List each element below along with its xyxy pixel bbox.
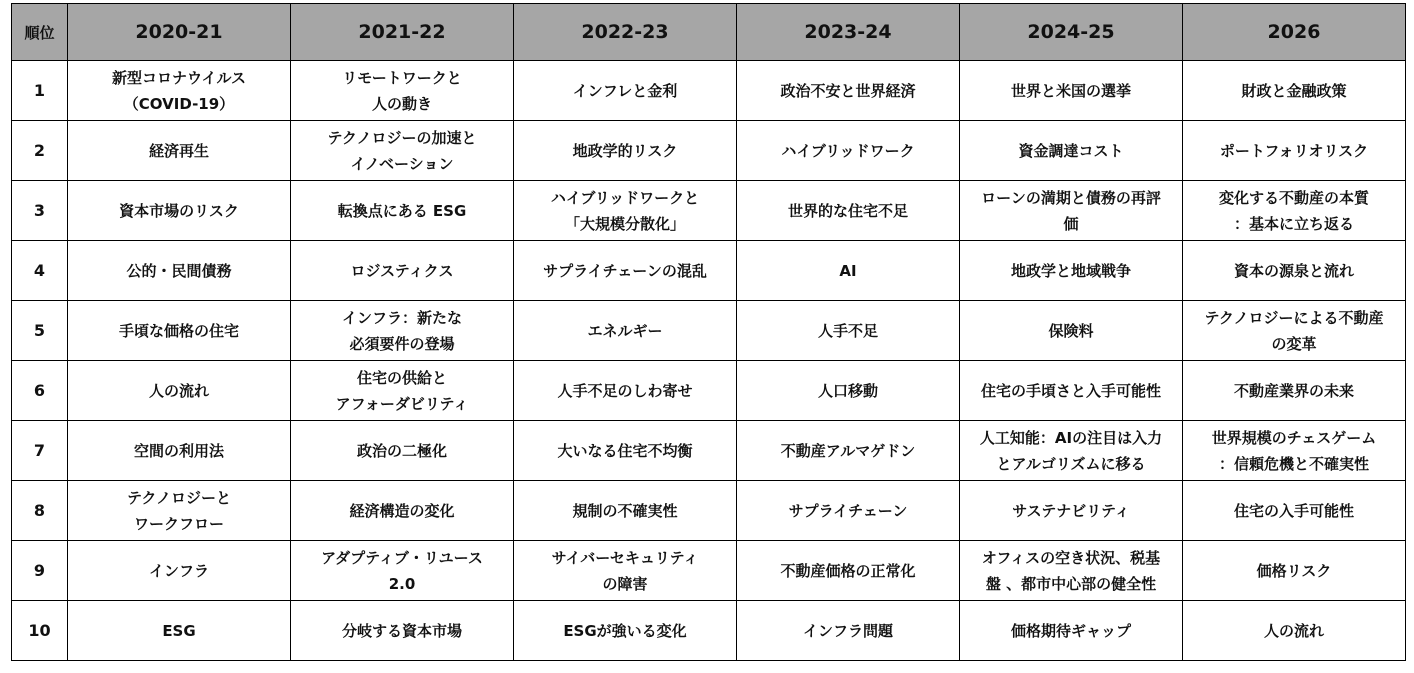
table-row: [12, 601, 1406, 661]
rank-cell: [12, 421, 68, 481]
topic-cell: [291, 61, 514, 121]
topic-cell: [68, 61, 291, 121]
table-row: [12, 541, 1406, 601]
rank-cell: [12, 301, 68, 361]
topic-cell: [737, 241, 960, 301]
topic-text: ハイブリッドワークと 「大規模分散化」: [550, 188, 700, 233]
topic-text: 不動産アルマゲドン: [780, 441, 916, 460]
rank-number: 4: [33, 260, 46, 280]
topic-cell: [514, 421, 737, 481]
topic-text: 世界と米国の選挙: [1010, 81, 1131, 100]
topic-cell: [737, 181, 960, 241]
topic-cell: [514, 181, 737, 241]
topic-text: 政治不安と世界経済: [780, 81, 916, 100]
topic-text: 価格期待ギャップ: [1010, 621, 1131, 640]
topic-cell: [68, 121, 291, 181]
topic-text: 分岐する資本市場: [341, 621, 462, 640]
topic-cell: [1183, 241, 1406, 301]
rank-cell: [12, 121, 68, 181]
topic-text: 価格リスク: [1256, 561, 1332, 580]
topic-cell: [291, 241, 514, 301]
topic-text: 人の流れ: [1263, 621, 1324, 640]
topic-text: 世界規模のチェスゲーム ：信頼危機と不確実性: [1211, 428, 1377, 473]
topic-text: 財政と金融政策: [1241, 81, 1347, 100]
column-header-year: 2022-23: [514, 4, 737, 61]
topic-text: 新型コロナウイルス （COVID-19）: [111, 68, 247, 113]
rank-number: 2: [33, 140, 46, 160]
topic-cell: [514, 301, 737, 361]
topic-cell: [291, 541, 514, 601]
topic-cell: [960, 301, 1183, 361]
table-row: [12, 421, 1406, 481]
topic-text: インフラ問題: [802, 621, 893, 640]
header-row: [12, 4, 1406, 61]
topic-cell: [291, 601, 514, 661]
table-row: [12, 121, 1406, 181]
rank-number: 1: [33, 80, 46, 100]
topic-cell: [291, 301, 514, 361]
topic-cell: [737, 121, 960, 181]
topic-text: 住宅の供給と アフォーダビリティ: [335, 368, 469, 413]
rank-number: 9: [33, 560, 46, 580]
topic-text: サイバーセキュリティ の障害: [551, 548, 699, 593]
table-row: [12, 361, 1406, 421]
topic-text: インフラ：新たな 必須要件の登場: [341, 308, 462, 353]
table-row: [12, 481, 1406, 541]
topic-cell: [737, 541, 960, 601]
topic-cell: [960, 481, 1183, 541]
topic-cell: [1183, 541, 1406, 601]
topic-cell: [514, 241, 737, 301]
topic-text: テクノロジーと ワークフロー: [126, 488, 232, 533]
topic-text: サプライチェーンの混乱: [543, 261, 707, 280]
topic-cell: [737, 601, 960, 661]
topic-text: 不動産業界の未来: [1233, 381, 1354, 400]
topic-cell: [1183, 481, 1406, 541]
table-body: [12, 61, 1406, 661]
rank-number: 7: [33, 440, 46, 460]
table-row: [12, 301, 1406, 361]
topic-cell: [960, 61, 1183, 121]
topic-text: テクノロジーの加速と イノベーション: [327, 128, 477, 173]
topic-cell: [960, 241, 1183, 301]
topic-text: 人手不足のしわ寄せ: [557, 381, 693, 400]
topic-text: AI: [839, 261, 857, 280]
topic-text: 地政学的リスク: [572, 141, 678, 160]
column-header-year: 2023-24: [737, 4, 960, 61]
topic-cell: [291, 181, 514, 241]
topic-text: ESG: [162, 621, 196, 640]
topic-cell: [514, 481, 737, 541]
rank-cell: [12, 601, 68, 661]
topic-cell: [1183, 61, 1406, 121]
topic-text: インフラ: [148, 561, 209, 580]
topic-text: 空間の利用法: [133, 441, 224, 460]
topic-cell: [68, 301, 291, 361]
topic-cell: [1183, 301, 1406, 361]
topic-cell: [68, 421, 291, 481]
topic-text: エネルギー: [587, 321, 663, 340]
topic-cell: [960, 121, 1183, 181]
column-header-year: 2021-22: [291, 4, 514, 61]
topic-cell: [737, 361, 960, 421]
topic-cell: [1183, 361, 1406, 421]
topic-cell: [1183, 601, 1406, 661]
topic-cell: [960, 361, 1183, 421]
rank-cell: [12, 61, 68, 121]
topic-text: 資本市場のリスク: [119, 201, 239, 220]
topic-text: 手頃な価格の住宅: [118, 321, 239, 340]
topic-text: サプライチェーン: [788, 501, 908, 520]
topic-cell: [737, 481, 960, 541]
topic-text: オフィスの空き状況、税基 盤 、都市中心部の健全性: [981, 548, 1161, 593]
topic-text: 変化する不動産の本質 ：基本に立ち返る: [1218, 188, 1369, 233]
topic-cell: [514, 601, 737, 661]
column-header-year: 2020-21: [68, 4, 291, 61]
rank-cell: [12, 181, 68, 241]
topic-text: ローンの満期と債務の再評 価: [981, 188, 1161, 233]
rank-number: 5: [33, 320, 46, 340]
column-header-rank: 順位: [12, 4, 68, 61]
topic-text: インフレと金利: [572, 81, 678, 100]
topic-text: 経済構造の変化: [349, 501, 455, 520]
topic-cell: [291, 121, 514, 181]
topic-text: アダプティブ・リユース 2.0: [321, 548, 483, 593]
topic-text: 人の流れ: [148, 381, 209, 400]
rank-cell: [12, 361, 68, 421]
topic-cell: [737, 301, 960, 361]
topic-text: 世界的な住宅不足: [787, 201, 908, 220]
topic-text: リモートワークと 人の動き: [342, 68, 462, 113]
topic-text: 人口移動: [817, 381, 878, 400]
topic-cell: [291, 421, 514, 481]
rank-cell: [12, 541, 68, 601]
topic-text: 人工知能：AIの注目は入力 とアルゴリズムに移る: [979, 428, 1163, 473]
topic-text: 資本の源泉と流れ: [1233, 261, 1354, 280]
topic-text: 不動産価格の正常化: [780, 561, 916, 580]
topic-text: 転換点にある ESG: [337, 201, 467, 220]
topic-text: 資金調達コスト: [1018, 141, 1124, 160]
topic-cell: [68, 601, 291, 661]
topic-cell: [68, 241, 291, 301]
topic-cell: [291, 361, 514, 421]
rank-cell: [12, 241, 68, 301]
topic-cell: [68, 361, 291, 421]
topic-text: 住宅の手頃さと入手可能性: [980, 381, 1161, 400]
rank-number: 3: [33, 200, 46, 220]
topic-cell: [68, 181, 291, 241]
table-row: [12, 241, 1406, 301]
topic-text: 公的・民間債務: [126, 261, 232, 280]
table-row: [12, 181, 1406, 241]
topic-cell: [68, 481, 291, 541]
topic-cell: [1183, 181, 1406, 241]
topic-cell: [514, 541, 737, 601]
topic-cell: [960, 421, 1183, 481]
topic-cell: [737, 421, 960, 481]
topic-text: 住宅の入手可能性: [1233, 501, 1354, 520]
topic-cell: [514, 61, 737, 121]
topic-text: 経済再生: [148, 141, 209, 160]
trend-ranking-table: [11, 3, 1406, 661]
topic-cell: [960, 601, 1183, 661]
topic-text: 規制の不確実性: [572, 501, 678, 520]
topic-text: 政治の二極化: [356, 441, 447, 460]
topic-cell: [514, 121, 737, 181]
column-header-year: 2024-25: [960, 4, 1183, 61]
rank-number: 10: [28, 620, 51, 640]
topic-text: ハイブリッドワーク: [781, 141, 915, 160]
rank-cell: [12, 481, 68, 541]
topic-cell: [960, 541, 1183, 601]
topic-cell: [1183, 421, 1406, 481]
topic-text: 大いなる住宅不均衡: [557, 441, 693, 460]
column-header-year: 2026: [1183, 4, 1406, 61]
table-header: [12, 4, 1406, 61]
topic-text: ESGが強いる変化: [563, 621, 687, 640]
topic-text: 地政学と地域戦争: [1010, 261, 1131, 280]
topic-cell: [291, 481, 514, 541]
table-row: [12, 61, 1406, 121]
topic-text: 保険料: [1048, 321, 1094, 340]
topic-text: 人手不足: [817, 321, 878, 340]
topic-text: ロジスティクス: [350, 261, 454, 280]
topic-cell: [1183, 121, 1406, 181]
topic-cell: [514, 361, 737, 421]
topic-cell: [68, 541, 291, 601]
topic-text: サステナビリティ: [1012, 501, 1130, 520]
rank-number: 8: [33, 500, 46, 520]
rank-number: 6: [33, 380, 46, 400]
topic-text: ポートフォリオリスク: [1219, 141, 1369, 160]
topic-cell: [737, 61, 960, 121]
topic-cell: [960, 181, 1183, 241]
topic-text: テクノロジーによる不動産 の変革: [1204, 308, 1384, 353]
